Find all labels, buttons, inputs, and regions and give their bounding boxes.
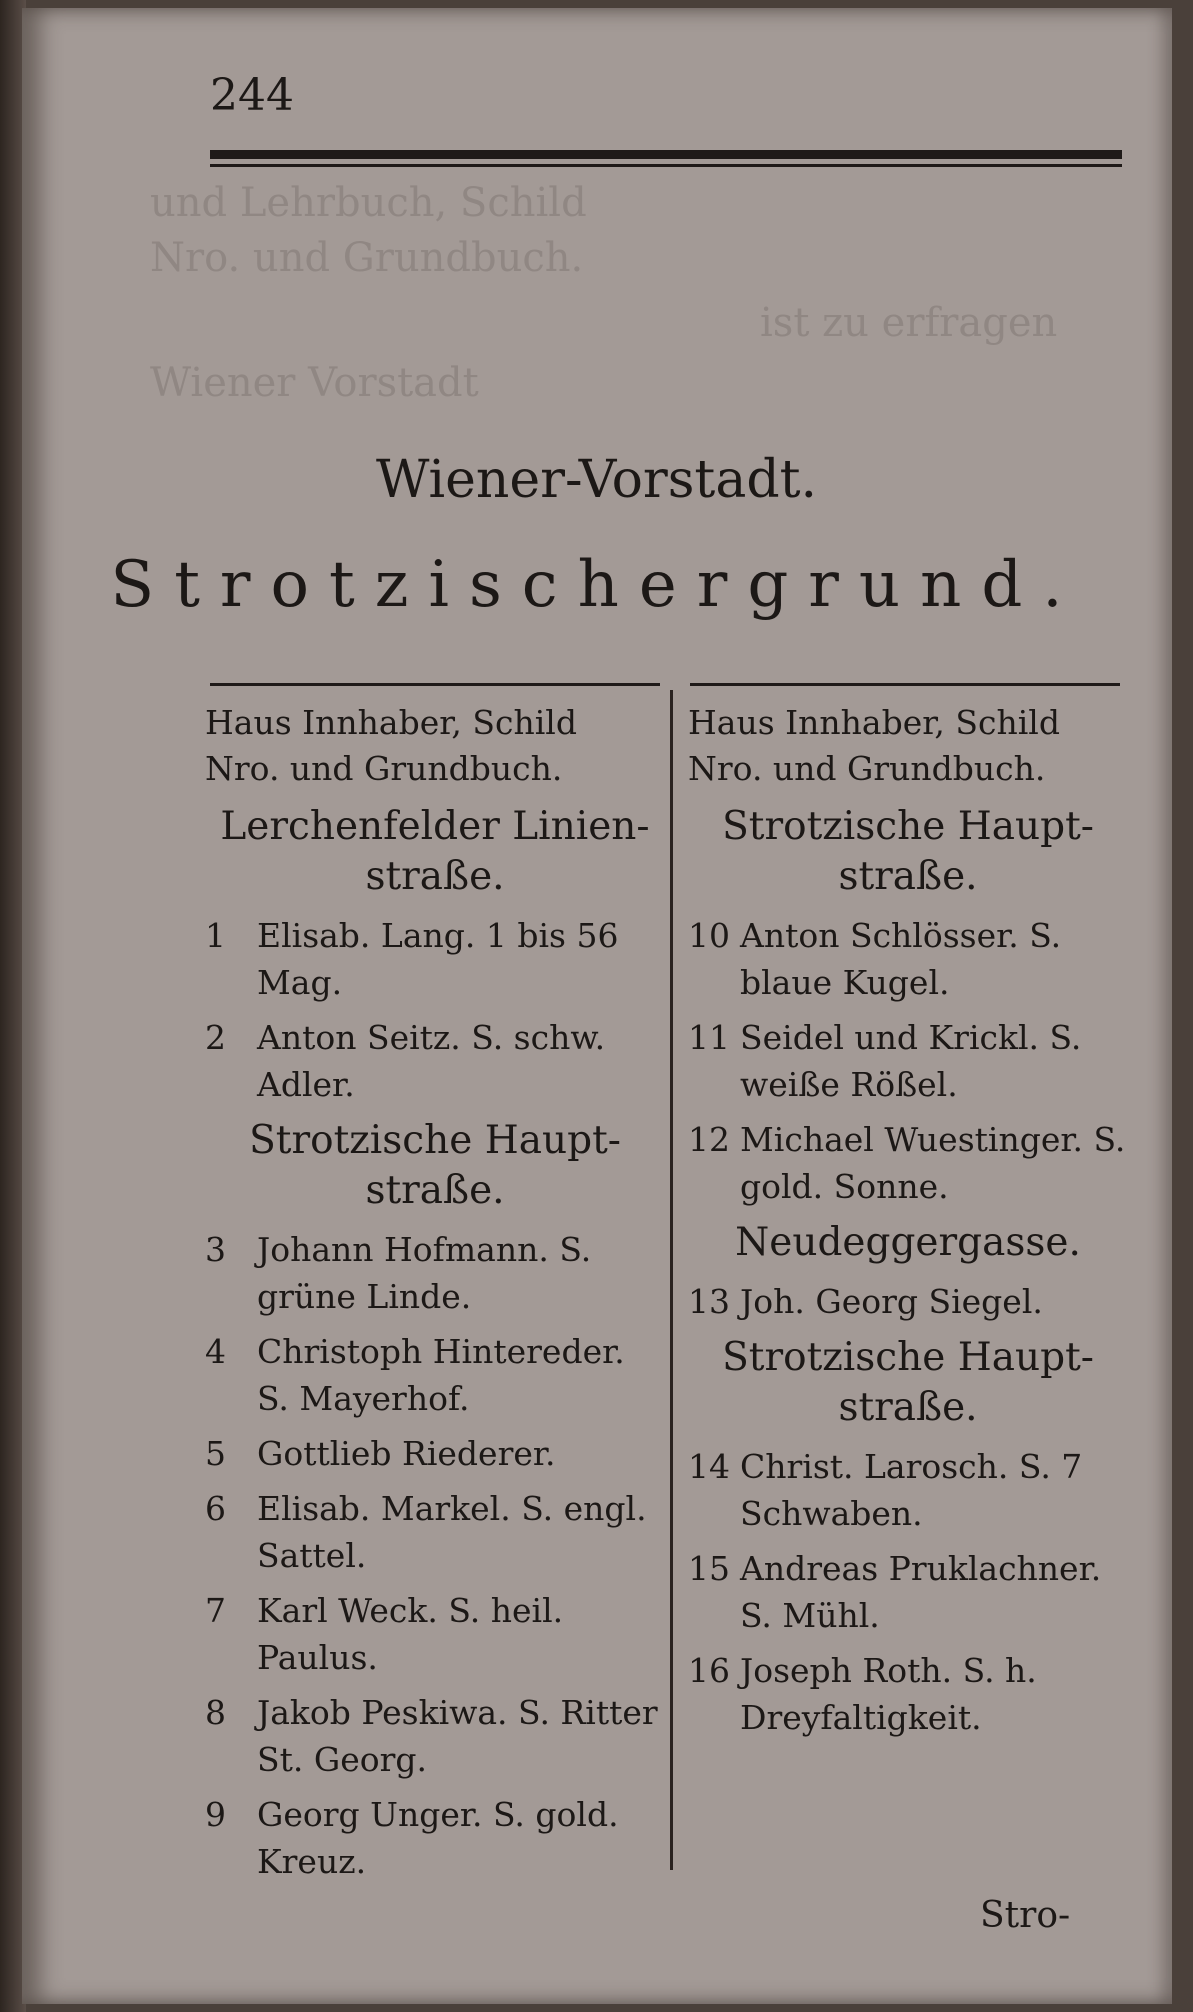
house-owner: Gottlieb Riederer. (257, 1434, 556, 1473)
place-heading: Strotzischergrund. (110, 548, 1083, 622)
house-owner: Seidel und Krickl. S. weiße Rößel. (740, 1018, 1082, 1104)
house-entry (688, 1014, 1128, 1108)
house-owner: Karl Weck. S. heil. Paulus. (257, 1591, 564, 1677)
column-header-line: Haus Innhaber, Schild (205, 703, 577, 742)
house-entry (205, 1430, 665, 1477)
house-number: 12 (688, 1120, 730, 1159)
street-heading: Lerchenfelder Linien-straße. (220, 804, 650, 899)
house-entry (205, 1689, 665, 1783)
house-owner: Christoph Hintereder. S. Mayerhof. (257, 1332, 625, 1418)
house-owner: Andreas Pruklachner. S. Mühl. (740, 1549, 1102, 1635)
house-number: 7 (205, 1591, 226, 1630)
house-number: 11 (688, 1018, 730, 1057)
house-entry (205, 912, 665, 1006)
house-entry (688, 912, 1128, 1006)
house-entry (688, 1545, 1128, 1639)
house-number: 8 (205, 1693, 226, 1732)
district-heading: Wiener-Vorstadt. (375, 450, 818, 510)
page-number: 244 (210, 70, 294, 121)
house-owner: Joh. Georg Siegel. (740, 1282, 1043, 1321)
bleed-through-line: Wiener Vorstadt (150, 360, 479, 406)
column-header (688, 700, 1128, 792)
bleed-through-line: Nro. und Grundbuch. (150, 235, 584, 281)
house-number: 5 (205, 1434, 226, 1473)
house-number: 2 (205, 1018, 226, 1057)
house-owner: Michael Wuestinger. S. gold. Sonne. (740, 1120, 1126, 1206)
house-number: 16 (688, 1651, 730, 1690)
house-entry (205, 1226, 665, 1320)
column-divider (670, 690, 673, 1870)
right-column (688, 700, 1128, 1749)
house-number: 3 (205, 1230, 226, 1269)
house-entry (688, 1278, 1128, 1325)
house-entry (688, 1443, 1128, 1537)
house-entry (205, 1485, 665, 1579)
house-owner: Georg Unger. S. gold. Kreuz. (257, 1795, 619, 1881)
left-column-rule (210, 683, 660, 686)
street-heading: Strotzische Haupt-straße. (722, 804, 1094, 899)
house-entry (688, 1647, 1128, 1741)
house-number: 6 (205, 1489, 226, 1528)
header-rule-thin (210, 164, 1122, 167)
house-number: 1 (205, 916, 226, 955)
house-number: 10 (688, 916, 730, 955)
left-column (205, 700, 665, 1893)
house-entry (205, 1328, 665, 1422)
header-rule-thick (210, 150, 1122, 159)
house-entry (205, 1791, 665, 1885)
column-header-line: Nro. und Grundbuch. (688, 749, 1046, 788)
house-owner: Anton Seitz. S. schw. Adler. (257, 1018, 606, 1104)
house-number: 9 (205, 1795, 226, 1834)
house-number: 4 (205, 1332, 226, 1371)
street-heading: Strotzische Haupt-straße. (249, 1118, 621, 1213)
right-column-rule (690, 683, 1120, 686)
house-owner: Joseph Roth. S. h. Dreyfaltigkeit. (740, 1651, 1037, 1737)
street-heading: Strotzische Haupt-straße. (722, 1335, 1094, 1430)
column-header-line: Haus Innhaber, Schild (688, 703, 1060, 742)
house-number: 13 (688, 1282, 730, 1321)
bleed-through-line: ist zu erfragen (760, 300, 1058, 346)
house-entry (205, 1014, 665, 1108)
house-number: 14 (688, 1447, 730, 1486)
column-header (205, 700, 665, 792)
bleed-through-line: und Lehrbuch, Schild (150, 180, 587, 226)
house-number: 15 (688, 1549, 730, 1588)
street-heading: Neudeggergasse. (735, 1220, 1081, 1265)
house-entry (688, 1116, 1128, 1210)
house-owner: Anton Schlösser. S. blaue Kugel. (740, 916, 1062, 1002)
house-owner: Elisab. Markel. S. engl. Sattel. (257, 1489, 647, 1575)
house-entry (205, 1587, 665, 1681)
catchword: Stro- (980, 1895, 1071, 1936)
house-owner: Johann Hofmann. S. grüne Linde. (257, 1230, 592, 1316)
house-owner: Jakob Peskiwa. S. Ritter St. Georg. (257, 1693, 658, 1779)
column-header-line: Nro. und Grundbuch. (205, 749, 563, 788)
house-owner: Elisab. Lang. 1 bis 56 Mag. (257, 916, 619, 1002)
house-owner: Christ. Larosch. S. 7 Schwaben. (740, 1447, 1083, 1533)
